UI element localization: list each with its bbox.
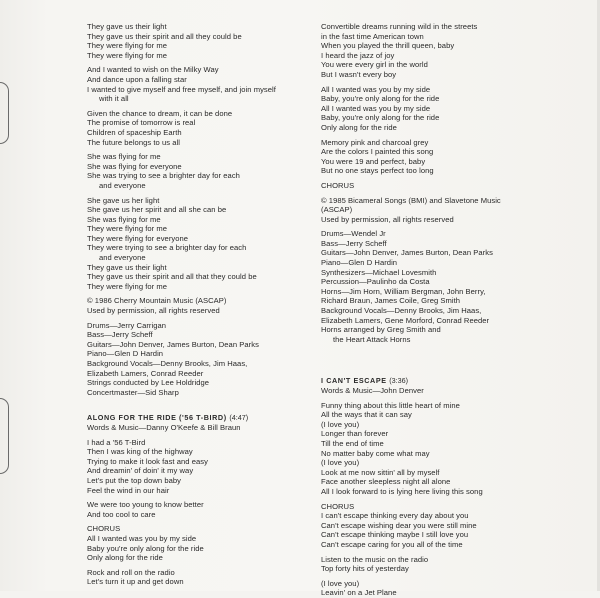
lyric-line: Look at me now sittin' all by myself: [321, 467, 440, 477]
lyric-line: All I wanted was you by my side: [321, 103, 431, 113]
lyric-line: in the fast time American town: [321, 31, 424, 41]
lyric-line: Elizabeth Lamers, Gene Morford, Conrad Reeder: [321, 315, 490, 325]
lyric-line: They were flying for everyone: [87, 233, 189, 243]
spiral-binding-ring: [0, 82, 9, 144]
lyric-line: When you played the thrill queen, baby: [321, 41, 455, 51]
lyric-line: the Heart Attack Horns: [333, 334, 411, 344]
lyric-line: They gave us their light: [87, 22, 167, 31]
lyric-line: The future belongs to us all: [87, 137, 181, 147]
lyric-line: She was flying for everyone: [87, 161, 182, 171]
lyric-line: Let's turn it up and get down: [87, 577, 184, 587]
lyric-line: Concertmaster—Sid Sharp: [87, 387, 179, 397]
lyric-line: CHORUS: [321, 501, 355, 511]
lyric-line: I wanted to give myself and free myself, and join myself: [87, 84, 276, 94]
lyric-line: Horns—Jim Horn, William Bergman, John Berry,: [321, 286, 486, 296]
section-gap: [321, 360, 561, 376]
song-title-text: I CAN'T ESCAPE: [321, 376, 387, 386]
lyric-line: Bass—Jerry Scheff: [87, 330, 153, 340]
lyric-line: She was flying for me: [87, 152, 161, 162]
lyric-line: Elizabeth Lamers, Conrad Reeder: [87, 368, 204, 378]
lyric-line: She was trying to see a brighter day for each: [87, 171, 240, 181]
lyric-line: And I wanted to wish on the Milky Way: [87, 65, 219, 75]
lyric-line: She was flying for me: [87, 214, 161, 224]
lyric-line: (I love you): [321, 419, 360, 429]
lyric-line: They gave us their light: [87, 262, 167, 272]
lyric-line: Leavin' on a Jet Plane: [321, 588, 397, 598]
lyric-line: Rock and roll on the radio: [87, 567, 175, 577]
song-duration: (4:47): [229, 413, 249, 423]
lyric-line: Piano—Glen D Hardin: [87, 349, 164, 359]
lyric-line: Then I was king of the highway: [87, 447, 193, 457]
lyric-line: They were flying for me: [87, 41, 168, 51]
lyric-line: We were too young to know better: [87, 500, 204, 510]
right-lyrics-column: [321, 22, 561, 598]
lyric-line: Given the chance to dream, it can be done: [87, 108, 233, 118]
song-title-text: ALONG FOR THE RIDE ('56 T-BIRD): [87, 413, 227, 423]
lyric-line: They gave us their spirit and all they could be: [87, 31, 242, 41]
lyric-line: Percussion—Paulinho da Costa: [321, 277, 430, 287]
lyric-line: Face another sleepless night all alone: [321, 477, 451, 487]
lyric-line: And dreamin' of doin' it my way: [87, 466, 194, 476]
lyric-line: And too cool to care: [87, 509, 156, 519]
lyric-line: Guitars—John Denver, James Burton, Dean Parks: [87, 339, 259, 349]
song-title: [321, 376, 561, 386]
song-duration: (3:36): [389, 376, 409, 386]
lyric-line: You were every girl in the world: [321, 60, 428, 70]
lyric-line: Let's put the top down baby: [87, 475, 181, 485]
lyric-line: I can't escape thinking every day about you: [321, 511, 469, 521]
spiral-binding-ring: [0, 398, 9, 474]
lyric-line: She gave us her spirit and all she can be: [87, 205, 227, 215]
lyric-line: I had a '56 T-Bird: [87, 437, 146, 447]
lyric-line: Background Vocals—Denny Brooks, Jim Haas,: [321, 306, 482, 316]
lyric-line: All I look forward to is lying here living this song: [321, 486, 483, 496]
lyric-line: CHORUS: [87, 524, 121, 534]
lyric-line: Only along for the ride: [87, 553, 163, 563]
lyric-line: Only along for the ride: [321, 122, 397, 132]
lyric-line: Funny thing about this little heart of mine: [321, 400, 460, 410]
lyric-line: All I wanted was you by my side: [321, 84, 431, 94]
lyric-line: They were trying to see a brighter day for each: [87, 243, 247, 253]
lyric-line: with it all: [99, 94, 129, 104]
lyric-line: Memory pink and charcoal grey: [321, 137, 429, 147]
lyric-line: CHORUS: [321, 180, 355, 190]
lyric-line: Horns arranged by Greg Smith and: [321, 325, 441, 335]
lyric-line: They gave us their spirit and all that they could be: [87, 272, 257, 282]
lyric-line: Top forty hits of yesterday: [321, 564, 409, 574]
lyric-line: And dance upon a falling star: [87, 74, 187, 84]
lyric-line: (ASCAP): [321, 205, 353, 215]
lyric-line: Can't escape wishing dear you were still mine: [321, 520, 477, 530]
lyric-line: Drums—Wendel Jr: [321, 229, 386, 239]
lyric-line: Used by permission, all rights reserved: [87, 306, 220, 316]
lyric-line: Piano—Glen D Hardin: [321, 258, 398, 268]
lyric-line: I heard the jazz of joy: [321, 50, 395, 60]
lyric-line: © 1985 Bicameral Songs (BMI) and Slavetone Music: [321, 195, 501, 205]
lyric-line: Children of spaceship Earth: [87, 127, 182, 137]
lyric-line: Longer than forever: [321, 429, 389, 439]
lyric-line: But I wasn't every boy: [321, 69, 397, 79]
lyric-line: (I love you): [321, 458, 360, 468]
lyric-line: Background Vocals—Denny Brooks, Jim Haas,: [87, 359, 248, 368]
song-title: [87, 413, 309, 423]
lyric-line: They were flying for me: [87, 281, 168, 291]
lyric-line: Are the colors I painted this song: [321, 147, 434, 157]
lyric-line: Synthesizers—Michael Lovesmith: [321, 267, 437, 277]
lyric-line: © 1986 Cherry Mountain Music (ASCAP): [87, 296, 227, 306]
lyric-line: Words & Music—John Denver: [321, 386, 424, 395]
lyric-line: Listen to the music on the radio: [321, 554, 429, 564]
lyric-line: Can't escape caring for you all of the time: [321, 539, 463, 549]
lyric-line: You were 19 and perfect, baby: [321, 156, 426, 166]
lyric-line: Guitars—John Denver, James Burton, Dean Parks: [321, 248, 493, 258]
lyric-line: They were flying for me: [87, 50, 168, 60]
lyric-line: and everyone: [99, 253, 146, 263]
lyric-line: (I love you): [321, 578, 360, 588]
lyric-line: No matter baby come what may: [321, 448, 430, 458]
lyric-line: Bass—Jerry Scheff: [321, 238, 387, 248]
lyric-line: Baby, you're only along for the ride: [321, 113, 440, 123]
lyric-line: The promise of tomorrow is real: [87, 118, 196, 128]
lyric-line: All I wanted was you by my side: [87, 533, 197, 543]
section-gap: [321, 344, 561, 360]
lyric-line: Baby you're only along for the ride: [87, 543, 204, 553]
lyric-line: Words & Music—Danny O'Keefe & Bill Braun: [87, 422, 241, 432]
lyric-line: Strings conducted by Lee Holdridge: [87, 378, 210, 388]
lyric-line: All the ways that it can say: [321, 410, 412, 420]
lyric-line: They were flying for me: [87, 224, 168, 234]
lyric-line: She gave us her light: [87, 195, 160, 205]
lyric-line: Richard Braun, James Coile, Greg Smith: [321, 296, 461, 306]
lyric-line: Feel the wind in our hair: [87, 485, 170, 495]
lyric-line: Till the end of time: [321, 438, 384, 448]
lyric-line: Baby, you're only along for the ride: [321, 94, 440, 104]
lyric-line: Drums—Jerry Carrigan: [87, 320, 167, 330]
lyric-line: But no one stays perfect too long: [321, 166, 434, 176]
lyric-line: and everyone: [99, 180, 146, 190]
lyric-line: Convertible dreams running wild in the streets: [321, 22, 478, 31]
lyric-line: Trying to make it look fast and easy: [87, 456, 208, 466]
left-lyrics-column: [87, 22, 309, 587]
lyric-line: Can't escape thinking maybe I still love you: [321, 530, 469, 540]
lyric-line: Used by permission, all rights reserved: [321, 214, 454, 224]
section-gap: [87, 397, 309, 413]
